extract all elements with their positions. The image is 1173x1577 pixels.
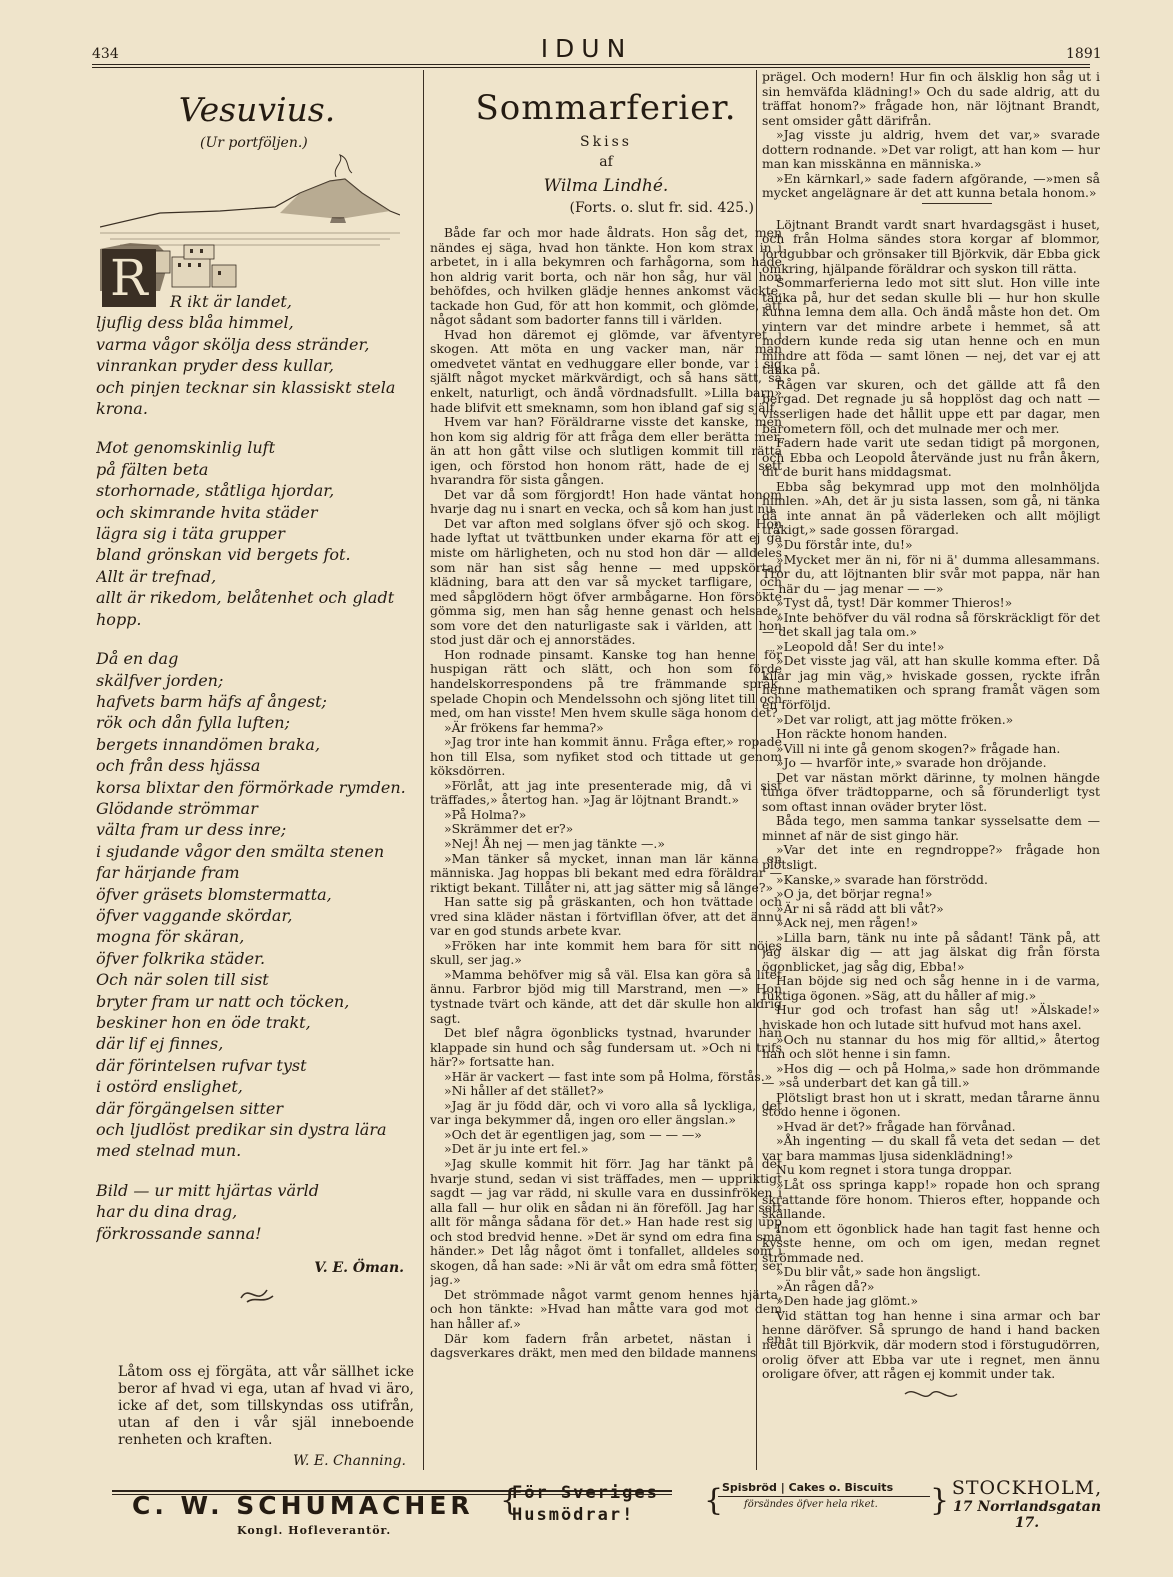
paragraph: »Jag är ju född där, och vi voro alla så lyckliga, det var inga bekymmer då, ingen oro eller ängslan.» <box>430 1097 782 1128</box>
ad-divider: | <box>780 1481 789 1494</box>
poem-line: lägra sig i täta grupper <box>96 524 285 544</box>
paragraph: »Ni håller af det stället?» <box>444 1083 605 1099</box>
poem-column <box>96 70 418 1473</box>
poem-line: bland grönskan vid bergets fot. <box>96 545 351 565</box>
poem-line: där förintelsen rufvar tyst <box>96 1055 307 1075</box>
paragraph: »Skrämmer det er?» <box>444 821 574 837</box>
story-title: Sommarferier. <box>475 88 737 128</box>
stanza <box>96 249 418 419</box>
paragraph: »Fröken har inte kommit hem bara för sitt nöjes skull, ser jag.» <box>430 937 782 968</box>
paragraph: »Den hade jag glömt.» <box>776 1293 919 1309</box>
paragraph: Hon rodnade pinsamt. Kanske tog han henne för huspigan rätt och slätt, och hon som förde handelskorrespondens på tre främmande språk, spelade Chopin och Mendelssohn och sjöng litet till och med, om han visste! Men hvem skulle säga honom det? <box>430 646 782 721</box>
paragraph: Vid stättan tog han henne i sina armar och bar henne däröfver. Så sprungo de hand i hand backen nedåt till Björkvik, där modern stod i förstugudörren, orolig öfver att Ebba var ute i regnet, men ännu oroligare öfver, att rågen ej kommit under tak. <box>762 1307 1100 1382</box>
paragraph: Det strömmade något varmt genom hennes hjärta, och hon tänkte: »Hvad han måtte vara god mot dem han håller af.» <box>430 1286 782 1332</box>
poem-subtitle: (Ur portföljen.) <box>200 135 308 151</box>
paragraph: »Åh ingenting — du skall få veta det sedan — det var bara mammas ljusa sidenklädning!» <box>762 1133 1100 1163</box>
poem-line: välta fram ur dess inre; <box>96 820 287 840</box>
poem-line: öfver gräsets blomstermatta, <box>96 884 332 904</box>
ad-city: STOCKHOLM, <box>951 1477 1103 1499</box>
paragraph: »På Holma?» <box>444 806 527 822</box>
story-column <box>430 70 782 1473</box>
paragraph: »Du förstår inte, du!» <box>776 536 913 552</box>
ad-shipping: försändes öfver hela riket. <box>744 1499 878 1510</box>
poem-line: bryter fram ur natt och töcken, <box>96 991 350 1011</box>
paragraph: Rågen var skuren, och det gällde att få den bergad. Det regnade ju så hopplöst dag och natt — visserligen hade det hållit uppe ett par dagar, men barometern föll, och det mulnade mer och mer. <box>762 376 1100 436</box>
paragraph: »Ack nej, men rågen!» <box>776 915 919 931</box>
paragraph: Nu kom regnet i stora tunga droppar. <box>776 1162 1013 1178</box>
stanza <box>96 437 418 630</box>
paragraph: Löjtnant Brandt vardt snart hvardagsgäst i huset, och från Holma sändes stora korgar af blommor, jordgubbar och grönsaker till Björkvik, där Ebba gick omkring, hjälpande föräldrar och syskon till rätta. <box>762 216 1100 276</box>
ornament-icon <box>227 1471 287 1473</box>
paragraph: »O ja, det börjar regna!» <box>776 886 933 902</box>
paragraph: Han böjde sig ned och såg henne in i de varma, fuktiga ögonen. »Säg, att du håller af mig.» <box>762 973 1100 1003</box>
poem-line: och pinjen tecknar sin klassiskt stela krona. <box>96 377 396 419</box>
story-text <box>430 226 782 1361</box>
paragraph: »Är ni så rädd att bli våt?» <box>776 900 944 916</box>
brace-right: } <box>930 1483 950 1518</box>
poem-line: öfver vaggande skördar, <box>96 905 293 925</box>
poem-line: korsa blixtar den förmörkade rymden. <box>96 777 406 797</box>
poem-line: storhornade, ståtliga hjordar, <box>96 481 335 501</box>
story-column-continued <box>762 70 1100 1473</box>
poem-line: mogna för skäran, <box>96 927 245 947</box>
poem-line: Då en dag <box>96 649 179 669</box>
paragraph: Hon räckte honom handen. <box>776 726 948 742</box>
paragraph: »Inte behöfver du väl rodna så förskräckligt för det — det skall jag tala om.» <box>762 609 1100 640</box>
poem-line: ljuflig dess blåa himmel, <box>96 313 294 333</box>
paragraph: »Tyst då, tyst! Där kommer Thieros!» <box>776 595 1013 611</box>
paragraph: »Leopold då! Ser du inte!» <box>776 638 945 654</box>
paragraph: »Det var roligt, att jag mötte fröken.» <box>776 711 1014 727</box>
column-divider <box>423 70 424 1470</box>
paragraph: »Man tänker så mycket, innan man lär känna en människa. Jag hoppas bli bekant med edra föräldrar — riktigt bekant. Tillåter ni, att jag sätter mig så länge?» <box>430 850 782 895</box>
masthead: IDUN <box>540 34 633 63</box>
stanza <box>96 1180 418 1244</box>
advertisement <box>92 1479 1102 1545</box>
paragraph: Sommarferierna ledo mot sitt slut. Hon ville inte tänka på, hur det sedan skulle bli — hur hon skulle kunna lemna dem alla. Och ändå måste hon det. Om vintern var det mindre arbete i hemmet, så att modern kunde reda sig utan henne och en mun mindre att föda — samt lönen — nej, det var ej att tänka på. <box>762 275 1100 378</box>
paragraph: »Här är vackert — fast inte som på Holma, förstås.» <box>444 1068 773 1084</box>
ad-product: Spisbröd <box>722 1481 777 1494</box>
paragraph: »Jo — hvarför inte,» svarade hon dröjande. <box>776 755 1047 771</box>
stanza <box>96 648 418 1162</box>
paragraph: »Och det är egentligen jag, som — — —» <box>444 1126 702 1142</box>
ad-slogan-line: För Sveriges <box>512 1483 659 1503</box>
story-text <box>762 218 1100 1382</box>
poem-signature: V. E. Öman. <box>314 1260 404 1277</box>
paragraph: Där kom fadern från arbetet, nästan i en dagsverkares dräkt, men med den bildade mannens <box>430 1330 782 1361</box>
year: 1891 <box>1066 46 1102 62</box>
paragraph: »En kärnkarl,» sade fadern afgörande, —»men så mycket angelägnare är det att kunna betala honom.» <box>762 170 1100 201</box>
poem-line: vinrankan pryder dess kullar, <box>96 356 334 376</box>
ad-products <box>718 1479 930 1510</box>
paragraph: »Lilla barn, tänk nu inte på sådant! Tänk på, att jag älskar dig — att jag älskat dig från första ögonblicket, jag såg dig, Ebba!» <box>762 929 1100 974</box>
paragraph: Det var nästan mörkt därinne, ty molnen hängde tunga öfver trädtopparne, och så förunderligt tyst som oftast innan oväder bryter löst. <box>762 769 1100 814</box>
poem-line: i ostörd enslighet, <box>96 1077 243 1097</box>
story-label: Skiss <box>580 134 632 150</box>
paragraph: »Mycket mer än ni, för ni ä' dumma allesammans. Tror du, att löjtnanten blir svår mot pappa, när han — när du — jag menar — —» <box>762 551 1100 596</box>
paragraph: »Vill ni inte gå genom skogen?» frågade han. <box>776 740 1061 756</box>
paragraph: prägel. Och modern! Hur fin och älsklig hon såg ut i sin hemväfda klädning!» Och du sade aldrig, att du träffat honom?» frågade hon, när löjtnant Brandt, sent omsider gått därifrån. <box>762 70 1100 128</box>
paragraph: »Hvad är det?» frågade han förvånad. <box>776 1118 1016 1134</box>
poem-line: och från dess hjässa <box>96 756 261 776</box>
ad-company: C. W. SCHUMACHER <box>132 1491 474 1520</box>
brace-mid: { <box>704 1483 724 1518</box>
paragraph: »Det är ju inte ert fel.» <box>444 1141 589 1157</box>
poem-line: hafvets barm häfs af ångest; <box>96 691 327 711</box>
poem-line: där förgängelsen sitter <box>96 1098 284 1118</box>
paragraph: »Hos dig — och på Holma,» sade hon drömmande — »så underbart det kan gå till.» <box>762 1060 1100 1091</box>
poem-line: rök och dån fylla luften; <box>96 713 290 733</box>
poem-line: beskiner hon en öde trakt, <box>96 1013 311 1032</box>
paragraph: »Det visste jag väl, att han skulle komma efter. Då kilar jag min väg,» hviskade gossen, ryckte ifrån henne mathematiken och sprang framåt vägen som en förföljd. <box>762 653 1100 712</box>
poem-line: och skimrande hvita städer <box>96 502 318 522</box>
poem-line: far härjande fram <box>96 863 240 883</box>
story-by: af <box>599 154 613 170</box>
poem-title: Vesuvius. <box>178 90 336 129</box>
paragraph: Hvad hon däremot ej glömde, var äfventyret i skogen. Att möta en ung vacker man, när man omedvetet väntat en vedhuggare eller bonde, var i sig själft något mycket märkvärdigt, och så hans sätt, så enkelt, naturligt, och ändå vördnadsfullt. »Lilla barn» hade blifvit ett smeknamn, som hon ibland gaf sig själf. <box>430 326 782 415</box>
paragraph: »Nej! Åh nej — men jag tänkte —.» <box>444 835 665 851</box>
paragraph: »Du blir våt,» sade hon ängsligt. <box>776 1264 981 1280</box>
header-rule <box>92 64 1090 65</box>
paragraph: »Än rågen då?» <box>776 1278 875 1294</box>
paragraph: Hur god och trofast han såg ut! »Älskade!» hviskade hon och lutade sitt hufvud mot hans axel. <box>762 1002 1100 1032</box>
poem-line: i sjudande vågor den smälta stenen <box>96 841 385 861</box>
paragraph: Ebba såg bekymrad upp mot den molnhöljda himlen. »Ah, det är ju sista lassen, som gå, ni tänka då inte annat än på väderleken och allt möjligt tråkigt,» sade gossen förargad. <box>762 478 1100 538</box>
story-text <box>762 70 1100 201</box>
ad-products-row <box>718 1479 930 1497</box>
poem-line: på fälten beta <box>96 459 209 479</box>
paragraph: »Mamma behöfver mig så väl. Elsa kan göra så litet ännu. Farbror bjöd mig till Marstrand, men —» Hon tystnade tvärt och kände, att det där skulle hon aldrig sagt. <box>430 966 782 1026</box>
ad-slogan-line: Husmödrar! <box>512 1505 635 1525</box>
paragraph: »Jag skulle kommit hit förr. Jag har tänkt på det hvarje stund, sedan vi sist träffades, men — uppriktigt sagdt — jag var rädd, ni skulle vara en dussinfröken i alla fall — hur olik en sådan ni än föreföll. Jag har sett allt för många sådana för det.» Han hade rest sig upp och stod bredvid henne. »Det är synd om edra fina små händer.» Det låg något ömt i tonfallet, alldeles som i skogen, då han sade: »Ni är våt om edra små fötter, ser jag.» <box>430 1156 782 1288</box>
poem-line: skälfver jorden; <box>96 670 224 690</box>
quote-signature: W. E. Channing. <box>293 1453 406 1470</box>
channing-quote: Låtom oss ej förgäta, att vår sällhet icke beror af hvad vi ega, utan af hvad vi äro, icke af det, som tillskyndas oss utifrån, utan af den i vår själ inneboende renheten och kraften. <box>118 1364 414 1449</box>
poem-line: Bild — ur mitt hjärtas värld <box>96 1180 319 1200</box>
poem-line-dropcap <box>96 249 418 312</box>
poem-line: har du dina drag, <box>96 1202 238 1222</box>
poem-line: bergets innandömen braka, <box>96 734 321 754</box>
poem-line: Glödande strömmar <box>96 798 258 818</box>
poem-line: allt är rikedom, belåtenhet och gladt hopp. <box>96 588 395 629</box>
brace-left: { <box>500 1483 520 1518</box>
poem-line: R ikt är landet, <box>170 292 292 311</box>
paragraph: Båda tego, men samma tankar sysselsatte dem — minnet af när de sist gingo här. <box>762 813 1100 843</box>
ornament-icon <box>901 1384 961 1404</box>
paragraph: Inom ett ögonblick hade han tagit fast henne och kysste henne, om och om igen, medan regnet strömmade ned. <box>762 1220 1100 1265</box>
section-rule <box>922 203 992 204</box>
ad-product: Cakes o. Biscuits <box>788 1481 894 1494</box>
page-number-left: 434 <box>92 46 119 62</box>
paragraph: »Förlåt, att jag inte presenterade mig, då vi sist träffades,» återtog han. »Jag är löjtnant Brandt.» <box>430 777 782 808</box>
paragraph: »Var det inte en regndroppe?» frågade hon plötsligt. <box>762 842 1100 872</box>
ornament-icon <box>237 1278 277 1308</box>
paragraph: »Kanske,» svarade han förströdd. <box>776 871 988 887</box>
poem-line: varma vågor skölja dess stränder, <box>96 334 370 354</box>
header-rule-thin <box>92 67 1090 68</box>
poem-line: Allt är trefnad, <box>96 566 217 586</box>
paragraph: Hvem var han? Föräldrarne visste det kanske, men hon kom sig aldrig för att fråga dem eller berätta mer, än att hon gått vilse och slutligen kommit till rätta igen, och förstod hon honom rätt, hade de ej sett hvarandra för sista gången. <box>430 414 782 488</box>
ad-appointment: Kongl. Hofleverantör. <box>237 1524 392 1537</box>
poem-line: Och när solen till sist <box>96 970 269 990</box>
paragraph: Både far och mor hade åldrats. Hon såg det, men nändes ej säga, hvad hon tänkte. Hon kom strax in i arbetet, in i alla bekymren och farhågorna, som hade hon aldrig varit borta, och när hon såg, hur väl hon behöfdes, och hvilken glädje hennes ankomst väckte, tackade hon Gud, för att hon kommit, och glömde, att något sådant som badorter fanns till i världen. <box>430 225 782 328</box>
paragraph: Det blef några ögonblicks tystnad, hvarunder han klappade sin hund och såg fundersam ut. »Och ni trifs här?» fortsatte han. <box>430 1025 782 1070</box>
dropcap: R <box>102 249 156 307</box>
paragraph: Han satte sig på gräskanten, och hon tvättade och vred sina kläder nästan i förtvifllan öfver, att det ännu var en god stunds arbete kvar. <box>430 894 782 939</box>
poem-line: och ljudlöst predikar sin dystra lära <box>96 1120 387 1140</box>
paragraph: »Är frökens far hemma?» <box>444 719 604 735</box>
poem-line: med stelnad mun. <box>96 1141 242 1161</box>
paragraph: Plötsligt brast hon ut i skratt, medan tårarne ännu stodo henne i ögonen. <box>762 1089 1100 1120</box>
paragraph: »Och nu stannar du hos mig för alltid,» återtog han och slöt henne i sin famn. <box>762 1031 1100 1062</box>
poem-line: där lif ej finnes, <box>96 1034 224 1054</box>
paragraph: Fadern hade varit ute sedan tidigt på morgonen, och Ebba och Leopold återvände just nu från åkern, dit de burit hans middagsmat. <box>762 435 1100 480</box>
poem-line: öfver folkrika städer. <box>96 948 266 968</box>
poem-line: Mot genomskinlig luft <box>96 438 276 458</box>
paragraph: Det var då som förgjordt! Hon hade väntat honom hvarje dag nu i snart en vecka, och så kom han just nu. <box>430 486 782 517</box>
ad-address-block <box>942 1477 1112 1531</box>
poem-line: förkrossande sanna! <box>96 1223 262 1243</box>
paragraph: Det var afton med solglans öfver sjö och skog. Hon hade lyftat ut tvättbunken under ekarna för att ej gå miste om härligheten, och nu stod hon där — alldeles som när han sist såg henne — med uppskörtad klädning, bara att den var så mycket tarfligare, och med såpglödern högt öfver armbågarne. Hon försökte gömma sig, men han såg henne genast och helsade, som vore det den naturligaste sak i världen, att hon stod just där och ej annorstädes. <box>430 515 782 648</box>
ad-address: 17 Norrlandsgatan 17. <box>952 1499 1102 1531</box>
poem-body <box>96 249 418 1244</box>
paragraph: »Jag visste ju aldrig, hvem det var,» svarade dottern rodnande. »Det var roligt, att han kom — hur man kan misskänna en människa.» <box>762 127 1100 172</box>
paragraph: »Jag tror inte han kommit ännu. Fråga efter,» ropade hon till Elsa, som nyfiket stod och tittade ut genom köksdörren. <box>430 734 782 779</box>
ad-slogan <box>512 1482 659 1526</box>
story-author: Wilma Lindhé. <box>543 176 669 196</box>
paragraph: »Låt oss springa kapp!» ropade hon och sprang skrattande före honom. Thieros efter, hoppande och skällande. <box>762 1177 1100 1222</box>
continued-note: (Forts. o. slut fr. sid. 425.) <box>569 200 754 216</box>
